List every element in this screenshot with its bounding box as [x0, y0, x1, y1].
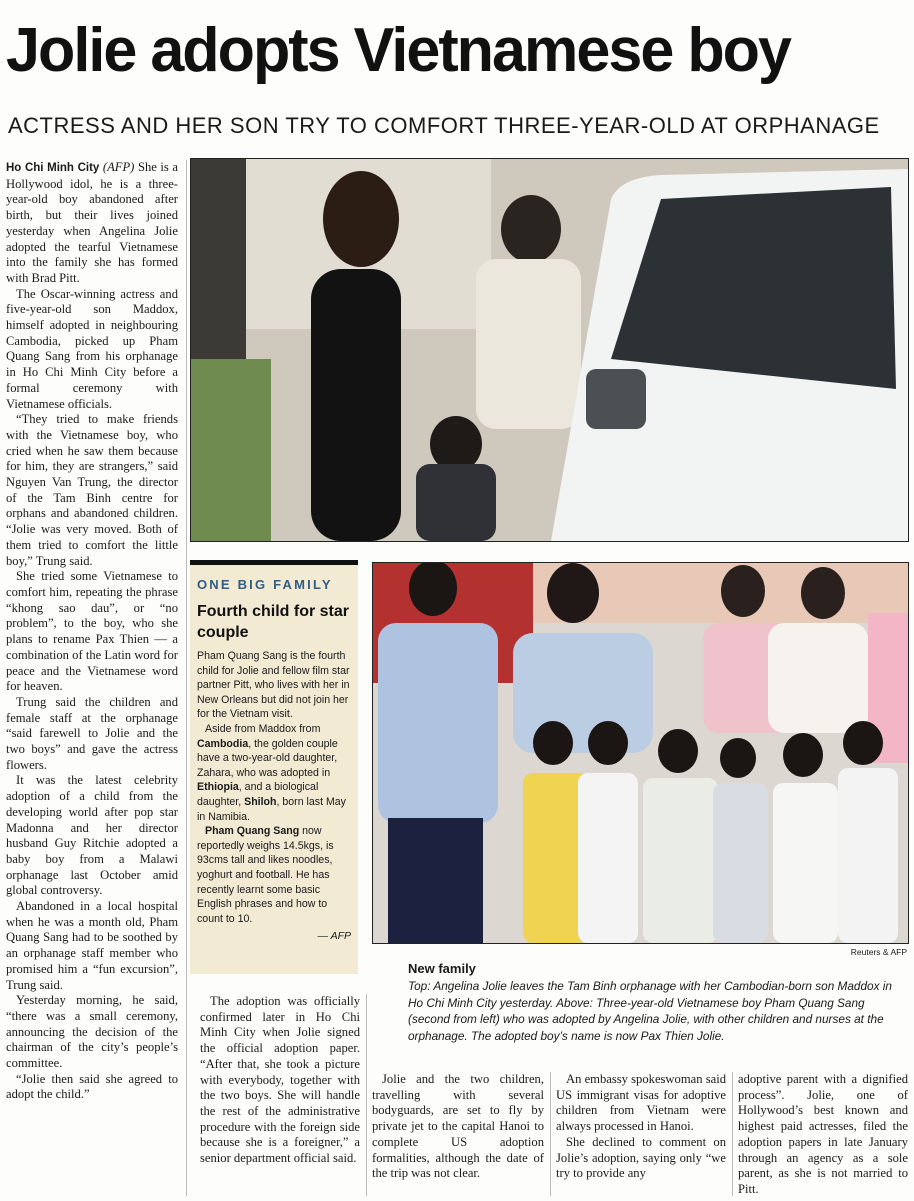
- sidebar-text: Aside from Maddox from: [205, 722, 321, 735]
- article-paragraph: adoptive parent with a dignified process”. Jolie, one of Hollywood’s best known and highest paid actresses, filed the adoption papers in late January through an agency as a sole parent, as she is not married to Pitt.: [738, 1072, 908, 1196]
- sidebar-kicker: ONE BIG FAMILY: [197, 577, 333, 592]
- sidebar-text: , the golden couple have a two-year-old daughter, Zahara, who was adopted in: [197, 737, 338, 779]
- sidebar-title: Fourth child for star couple: [197, 603, 349, 641]
- sidebar-text: , and a biological daughter,: [197, 781, 319, 808]
- article-column-3: [372, 1072, 544, 1196]
- article-column-4: [556, 1072, 726, 1196]
- column-rule: [186, 160, 187, 1196]
- article-paragraph: It was the latest celebrity adoption of a child from the developing world after pop star Madonna and her director husband Guy Ritchie adopted a baby boy from a Malawi orphanage last October amid global controversy.: [6, 773, 178, 898]
- article-paragraph: “Jolie then said she agreed to adopt the child.”: [6, 1071, 178, 1102]
- photo-caption: [408, 960, 908, 1046]
- article-paragraph: She declined to comment on Jolie’s adoption, saying only “we try to provide any: [556, 1134, 726, 1181]
- article-paragraph: Trung said the children and female staff at the orphanage “said farewell to Jolie and the two boys” and gave the actress flowers.: [6, 694, 178, 772]
- sidebar-box: [190, 560, 358, 974]
- sidebar-bold-text: Cambodia: [197, 737, 249, 750]
- sidebar-paragraph: [197, 722, 351, 824]
- column-rule: [550, 1072, 551, 1196]
- dateline: Ho Chi Minh City: [6, 162, 100, 174]
- photo-orphanage-group-illustration: [373, 563, 908, 943]
- article-column-2: [200, 994, 360, 1196]
- article-paragraph: The adoption was officially confirmed later in Ho Chi Minh City when Jolie signed the official adoption paper. “After that, she took a picture with everybody, together with the two boys. She will handle the rest of the administrative procedure with the foreign side because she is a foreigner,” a senior department official said.: [200, 994, 360, 1166]
- article-paragraph: Yesterday morning, he said, “there was a small ceremony, announcing the decision of the chairman of the city’s people’s committee.: [6, 993, 178, 1071]
- subheadline: ACTRESS AND HER SON TRY TO COMFORT THREE-YEAR-OLD AT ORPHANAGE: [8, 113, 880, 138]
- agency-tag: (AFP): [102, 160, 135, 174]
- article-paragraph: Abandoned in a local hospital when he was a month old, Pham Quang Sang had to be soothed by an orphanage staff member who promised him a “fun excursion”, Trung said.: [6, 899, 178, 992]
- sidebar-bold-text: Pham Quang Sang: [205, 825, 300, 838]
- sidebar-bold-text: Shiloh: [244, 795, 277, 808]
- article-column-1: [6, 160, 178, 1196]
- caption-text: Top: Angelina Jolie leaves the Tam Binh orphanage with her Cambodian-born son Maddox in Ho Chi Minh City yesterday. Above: Three-year-old Vietnamese boy Pham Quang Sang (second from left) who was adopted by Angelina Jolie, with other children and nurses at the orphanage. The adopted boy’s name is now Pax Thien Jolie.: [408, 979, 892, 1043]
- article-paragraph: Jolie and the two children, travelling with several bodyguards, are set to fly by private jet to the capital Hanoi to complete US adoption formalities, although the date of the trip was not clear.: [372, 1072, 544, 1181]
- photo-orphanage-group: [372, 562, 909, 944]
- sidebar-text: now reportedly weighs 14.5kgs, is 93cms tall and likes noodles, yoghurt and football. He has recently learnt some basic English phrases and how to count to 10.: [197, 825, 334, 925]
- sidebar-text: , born last May in Namibia.: [197, 795, 346, 823]
- caption-title: New family: [408, 961, 476, 976]
- photo-jolie-leaving-orphanage: [190, 158, 909, 542]
- column-rule: [732, 1072, 733, 1196]
- sidebar-signoff: — AFP: [317, 930, 351, 943]
- sidebar-paragraph: [197, 824, 351, 926]
- article-paragraph: An embassy spokeswoman said US immigrant visas for adoptive children from Vietnam were always processed in Hanoi.: [556, 1072, 726, 1134]
- sidebar-paragraph: Pham Quang Sang is the fourth child for Jolie and fellow film star partner Pitt, who lives with her in New Orleans but did not join her for the Vietnam visit.: [197, 650, 350, 721]
- headline: Jolie adopts Vietnamese boy: [6, 16, 790, 85]
- photo-credit: Reuters & AFP: [850, 947, 907, 957]
- article-paragraph: “They tried to make friends with the Vietnamese boy, who cried when he saw them because for him, they are strangers,” said Nguyen Van Trung, the director of the Tam Binh centre for orphans and abandoned children. “Jolie was very moved. Both of them tried to comfort the little boy,” Trung said.: [6, 412, 178, 568]
- photo-jolie-leaving-orphanage-illustration: [191, 159, 908, 541]
- column-rule: [366, 994, 367, 1196]
- lead-text: She is a Hollywood idol, he is a three-year-old boy abandoned after birth, but their lives joined yesterday when Angelina Jolie adopted the tearful Vietnamese into the family she has formed with Brad Pitt.: [6, 160, 178, 285]
- sidebar-bold-text: Ethiopia: [197, 781, 239, 794]
- article-paragraph: She tried some Vietnamese to comfort him, repeating the phrase “khong sao dau”, or “no problem”, to the boy, who she plans to rename Pax Thien — a combination of the Latin word for peace and the Vietnamese word for heaven.: [6, 569, 178, 694]
- article-paragraph: The Oscar-winning actress and five-year-old son Maddox, himself adopted in neighbouring Cambodia, picked up Pham Quang Sang from his orphanage in Ho Chi Minh City before a formal ceremony with Vietnamese officials.: [6, 286, 178, 411]
- article-lead-paragraph: [6, 160, 178, 287]
- article-column-5: [738, 1072, 908, 1196]
